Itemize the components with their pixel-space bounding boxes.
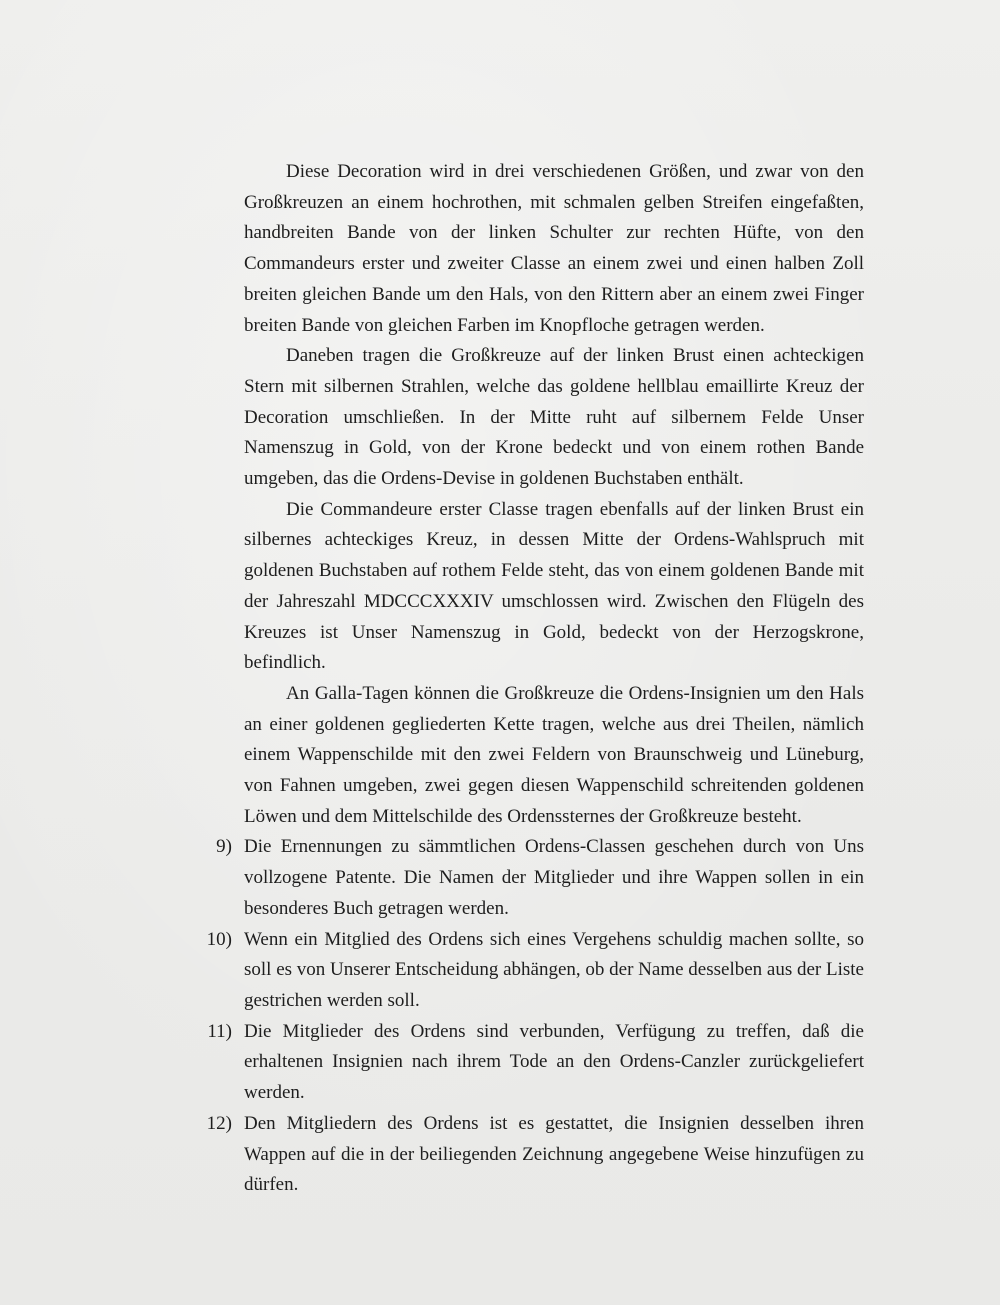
paragraph-gala-chain: An Galla-Tagen können die Großkreuze die Ordens-Insignien um den Hals an einer goldenen gegliederten Kette tragen, welche aus drei Theilen, nämlich einem Wappenschilde mit den zwei Feldern von Braunschweig und Lüneburg, von Fahnen umgeben, zwei gegen diesen Wappenschild schreitenden goldenen Löwen und dem Mittelschilde des Ordenssternes der Großkreuze besteht. (244, 682, 864, 827)
item-text: Wenn ein Mitglied des Ordens sich eines Vergehens schuldig machen sollte, so soll es von Unserer Entscheidung abhängen, ob der Name desselben aus der Liste gestrichen werden soll. (244, 928, 864, 1011)
body-text (206, 157, 864, 1201)
paragraph-grand-cross-star: Daneben tragen die Großkreuze auf der linken Brust einen achteckigen Stern mit silbernen Strahlen, welche das goldene hellblau emaillirte Kreuz der Decoration umschließen. In der Mitte ruht auf silbernem Felde Unser Namenszug in Gold, von der Krone bedeckt und von einem rothen Bande umgeben, das die Ordens-Devise in goldenen Buchstaben enthält. (244, 345, 864, 490)
paragraph-commander-cross: Die Commandeure erster Classe tragen ebenfalls auf der linken Brust ein silbernes achteckiges Kreuz, in dessen Mitte der Ordens-Wahlspruch mit goldenen Buchstaben auf rothem Felde steht, das von einem goldenen Bande mit der Jahreszahl MDCCCXXXIV umschlossen wird. Zwischen den Flügeln des Kreuzes ist Unser Namenszug in Gold, bedeckt von der Herzogskrone, befindlich. (244, 498, 864, 674)
item-number: 10) (206, 928, 232, 950)
list-item-12 (206, 1109, 864, 1201)
item-number: 9) (216, 836, 232, 858)
item-text: Die Mitglieder des Ordens sind verbunden, Verfügung zu treffen, daß die erhaltenen Insignien nach ihrem Tode an den Ordens-Canzler zurückgeliefert werden. (244, 1020, 864, 1104)
item-number: 11) (207, 1020, 232, 1042)
item-text: Die Ernennungen zu sämmtlichen Ordens-Classen geschehen durch von Uns vollzogene Patente. Die Namen der Mitglieder und ihre Wappen sollen in ein besonderes Buch getragen werden. (244, 836, 864, 919)
paragraph-decoration-sizes: Diese Decoration wird in drei verschiedenen Größen, und zwar von den Großkreuzen an einem hochrothen, mit schmalen gelben Streifen eingefaßten, handbreiten Bande von der linken Schulter zur rechten Hüfte, von den Commandeurs erster und zweiter Classe an einem zwei und einen halben Zoll breiten gleichen Bande um den Hals, von den Rittern aber an einem zwei Finger breiten Bande von gleichen Farben im Knopfloche getragen werden. (244, 161, 864, 336)
list-item-10 (206, 925, 864, 1017)
list-item-11 (207, 1017, 864, 1109)
item-text: Den Mitgliedern des Ordens ist es gestattet, die Insignien desselben ihren Wappen auf die in der beiliegenden Zeichnung angegebene Weise hinzufügen zu dürfen. (244, 1112, 864, 1196)
list-item-9 (216, 832, 864, 924)
item-number: 12) (206, 1112, 232, 1134)
